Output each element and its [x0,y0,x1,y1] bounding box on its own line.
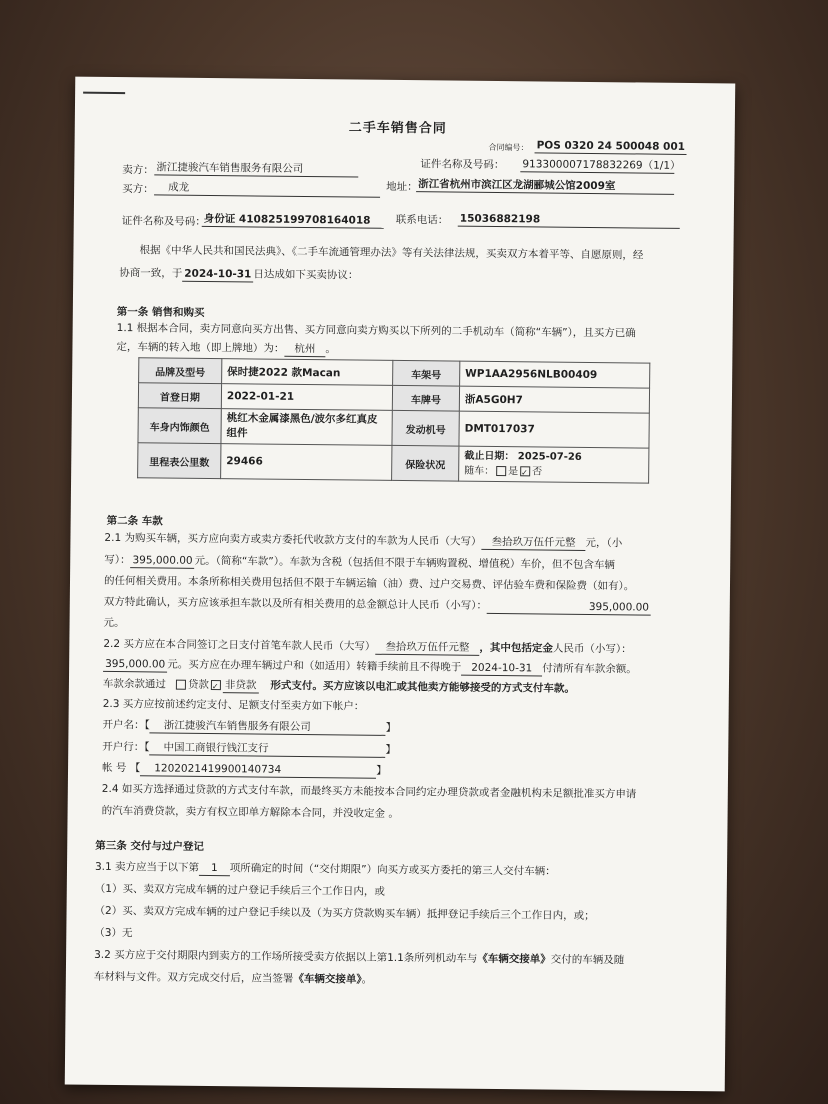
article-1-heading: 第一条 销售和购买 [116,306,205,319]
phone-label: 联系电话： [395,213,449,227]
article-2-1-line-5: 元。 [103,616,125,630]
engine-label: 发动机号 [392,410,459,446]
reg-date-label: 首登日期 [138,383,221,409]
article-2-1-line-4: 双方特此确认，买方应该承担车款以及所有相关费用的总金额总计人民币（小写）： 395,000.00 [104,595,651,616]
article-3-option-2: （2）买、卖双方完成车辆的过户登记手续以及（为买方贷款购买车辆）抵押登记手续后三个工作日内，或； [94,904,595,923]
brand-value: 保时捷2022 款Macan [222,359,393,386]
account-name: 开户名：【 浙江捷骏汽车销售服务有限公司 】 [102,718,397,734]
article-3-1: 3.1 卖方应当于以下第 1 项所确定的时间（“交付期限”）向买方或买方委托的第三人交付车辆： [94,860,556,878]
buyer-phone: 15036882198 [458,212,680,229]
mileage-value: 29466 [221,444,392,481]
buyer-id: 身份证 410825199708164018 [202,212,384,229]
table-row [138,443,649,483]
brand-label: 品牌及型号 [139,358,222,384]
account-number: 帐 号 【 1202021419900140734 】 [101,761,387,777]
non-loan-checkbox [211,680,221,690]
intro-line-1: 根据《中华人民共和国民法典》、《二手车流通管理办法》等有关法律法规，买卖双方本着平等、自愿原则，经 [139,244,644,262]
article-2-heading: 第二条 车款 [106,514,163,528]
buyer-label: 买方： [122,183,154,196]
article-2-2-line-2: 395,000.00 元。买方应在办理车辆过户和（如适用）转籍手续前且不得晚于 2024-10-31 付清所有车款余额。 [103,657,637,678]
article-2-1-line-1: 2.1 为购买车辆，买方应向卖方或卖方委托代收款方支付的车款为人民币（大写） 叁拾玖万伍仟元整 元，（小 [104,531,623,550]
reg-date-value: 2022-01-21 [221,384,392,411]
article-2-2-line-3: 车款余款通过 贷款✓ 非贷款 形式支付。买方应该以电汇或其他卖方能够接受的方式支付车款。 [103,677,575,697]
article-3-option-1: （1）买、卖双方完成车辆的过户登记手续后三个工作日内，或 [94,882,386,898]
vin-value: WP1AA2956NLB00409 [460,361,650,388]
article-2-1-line-2: 写）： 395,000.00 元。（简称“车款”）。车款为含税（包括但不限于车辆购置税、增值税）车价，但不包含车辆 [104,553,616,572]
contract-paper [65,77,736,1092]
engine-value: DMT017037 [459,411,649,448]
plate-value: 浙A5G0H7 [459,386,649,413]
no-checkbox [520,466,530,476]
vehicle-table [137,357,650,483]
seller-label: 卖方： [122,164,154,177]
article-2-4-line-1: 2.4 如买方选择通过贷款的方式支付车款，而最终买方未能按本合同约定办理贷款或者金融机构未足额批准买方申请 [101,782,637,801]
article-3-2-line-1: 3.2 买方应于交付期限内到卖方的工作场所接受卖方依据以上第1.1条所列机动车与《车辆交接单》交付的车辆及随 [94,948,625,967]
loan-checkbox [176,680,186,690]
plate-label: 车牌号 [392,385,459,411]
article-2-1-line-3: 的任何相关费用。本条所称相关费用包括但不限于车辆运输（油）费、过户交易费、评估验车费和保险费（如有）。 [103,574,635,593]
article-3-heading: 第三条 交付与过户登记 [95,839,204,853]
with-car: 随车： 是✓ 否 [464,464,643,481]
article-2-2-line-1: 2.2 买方应在本合同签订之日支付首笔车款人民币（大写） 叁拾玖万伍仟元整 ，其中包括定金人民币（小写）： [103,637,632,656]
intro-line-2: 协商一致，于 2024-10-31 日达成如下买卖协议： [119,267,359,282]
vin-label: 车架号 [393,360,460,386]
buyer-id-label: 证件名称及号码： [121,215,206,228]
color-label: 车身内饰颜色 [138,408,221,444]
seller-id: 913300007178832269（1/1） [520,157,674,174]
color-value: 桃红木金属漆黑色/波尔多红真皮组件 [221,409,392,446]
contract-number: POS 0320 24 500048 001 [535,138,688,155]
table-row [138,408,649,448]
article-1-1-line-1: 1.1 根据本合同，卖方同意向买方出售、买方同意向卖方购买以下所列的二手机动车（简称“车辆”），且买方已确 [116,322,636,340]
insurance-value [459,446,649,483]
article-1-1-line-2: 定，车辆的转入地（即上牌地）为： 杭州 。 [116,341,337,356]
article-3-option-3: （3）无 [94,926,133,940]
article-3-2-line-2: 车材料与文件。双方完成交付后，应当签署《车辆交接单》。 [93,970,373,986]
yes-checkbox [496,466,506,476]
account-bank: 开户行：【 中国工商银行钱江支行 】 [102,740,397,756]
buyer-name: 成龙 [154,180,380,197]
seller-id-label: 证件名称及号码： [420,158,505,172]
address-label: 地址： [386,180,418,194]
buyer-address: 浙江省杭州市滨江区龙湖郦城公馆2009室 [416,177,674,195]
contract-title: 二手车销售合同 [348,120,447,137]
insurance-expiry: 截止日期： 2025-07-26 [464,450,582,463]
mileage-label: 里程表公里数 [138,443,221,479]
seller-name: 浙江捷骏汽车销售服务有限公司 [154,160,358,177]
contract-number-label: 合同编号： [488,142,529,153]
insurance-label: 保险状况 [392,445,459,481]
article-2-3: 2.3 买方应按前述约定支付、足额支付至卖方如下帐户： [102,697,365,713]
article-2-4-line-2: 的汽车消费贷款，卖方有权立即单方解除本合同，并没收定金 。 [101,804,399,821]
